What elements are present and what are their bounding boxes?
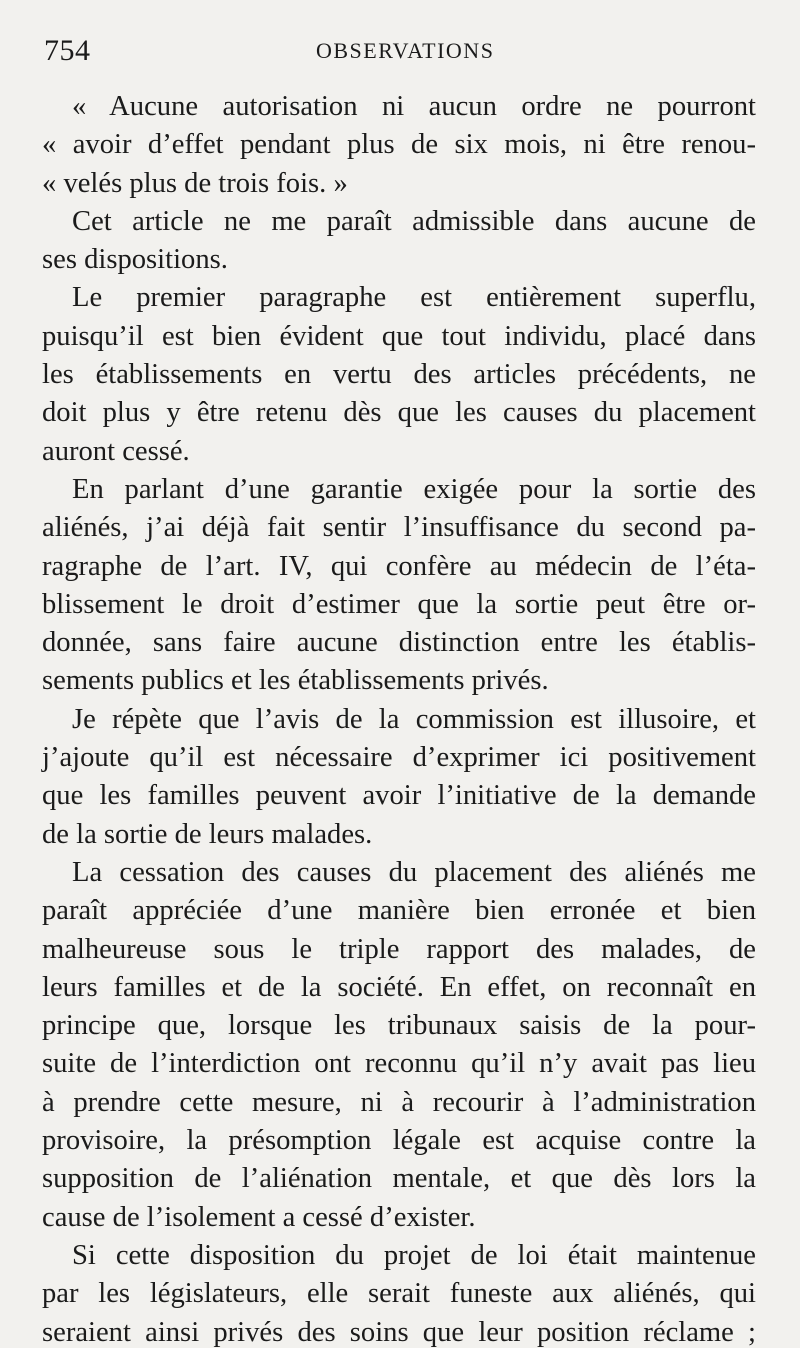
text-line: de la sortie de leurs malades. xyxy=(42,818,373,850)
text-line: donnée, sans faire aucune distinction entre les établis- xyxy=(42,627,756,659)
paragraph xyxy=(42,279,756,470)
text-line: « Aucune autorisation ni aucun ordre ne pourront xyxy=(72,91,756,122)
text-line: sements publics et les établissements privés. xyxy=(42,665,549,697)
text-line: ses dispositions. xyxy=(42,244,228,276)
paragraph xyxy=(42,203,756,280)
text-line: La cessation des causes du placement des aliénés me xyxy=(72,856,756,888)
text-line: j’ajoute qu’il est nécessaire d’exprimer ici positivement xyxy=(42,742,756,774)
paragraph xyxy=(42,854,756,1237)
body-text xyxy=(42,88,756,1348)
page-header xyxy=(42,30,756,88)
paragraph xyxy=(42,701,756,854)
page-number: 754 xyxy=(44,34,91,67)
text-line: cause de l’isolement a cessé d’exister. xyxy=(42,1201,476,1233)
text-line: malheureuse sous le triple rapport des malades, de xyxy=(42,933,756,965)
text-line: principe que, lorsque les tribunaux saisis de la pour- xyxy=(42,1010,756,1042)
paragraph xyxy=(42,88,756,203)
text-line: Le premier paragraphe est entièrement superflu, xyxy=(72,282,756,314)
text-line: Je répète que l’avis de la commission est illusoire, et xyxy=(72,703,756,735)
text-line: « avoir d’effet pendant plus de six mois, ni être renou- xyxy=(42,129,756,161)
text-line: auront cessé. xyxy=(42,435,190,467)
text-line: à prendre cette mesure, ni à recourir à l’administration xyxy=(42,1086,756,1118)
text-line: puisqu’il est bien évident que tout individu, placé dans xyxy=(42,320,756,352)
paragraph xyxy=(42,1237,756,1348)
text-line: ragraphe de l’art. IV, qui confère au médecin de l’éta- xyxy=(42,550,756,582)
text-line: Si cette disposition du projet de loi était maintenue xyxy=(72,1239,756,1271)
text-line: par les législateurs, elle serait funeste aux aliénés, qui xyxy=(42,1278,756,1310)
text-line: Cet article ne me paraît admissible dans aucune de xyxy=(72,205,756,237)
text-line: paraît appréciée d’une manière bien erronée et bien xyxy=(42,895,756,927)
text-line: suite de l’interdiction ont reconnu qu’il n’y avait pas lieu xyxy=(42,1048,756,1080)
text-line: aliénés, j’ai déjà fait sentir l’insuffisance du second pa- xyxy=(42,512,756,544)
text-line: doit plus y être retenu dès que les causes du placement xyxy=(42,397,756,429)
running-head: OBSERVATIONS xyxy=(316,38,495,63)
text-line: que les familles peuvent avoir l’initiative de la demande xyxy=(42,780,756,812)
text-line: provisoire, la présomption légale est acquise contre la xyxy=(42,1125,756,1157)
paragraph xyxy=(42,471,756,701)
text-line: « velés plus de trois fois. » xyxy=(42,167,348,199)
text-line: supposition de l’aliénation mentale, et que dès lors la xyxy=(42,1163,756,1195)
text-line: En parlant d’une garantie exigée pour la sortie des xyxy=(72,473,756,505)
text-line: leurs familles et de la société. En effet, on reconnaît en xyxy=(42,971,756,1003)
text-line: seraient ainsi privés des soins que leur position réclame ; xyxy=(42,1316,756,1348)
text-line: les établissements en vertu des articles précédents, ne xyxy=(42,359,756,391)
text-line: blissement le droit d’estimer que la sortie peut être or- xyxy=(42,588,756,620)
